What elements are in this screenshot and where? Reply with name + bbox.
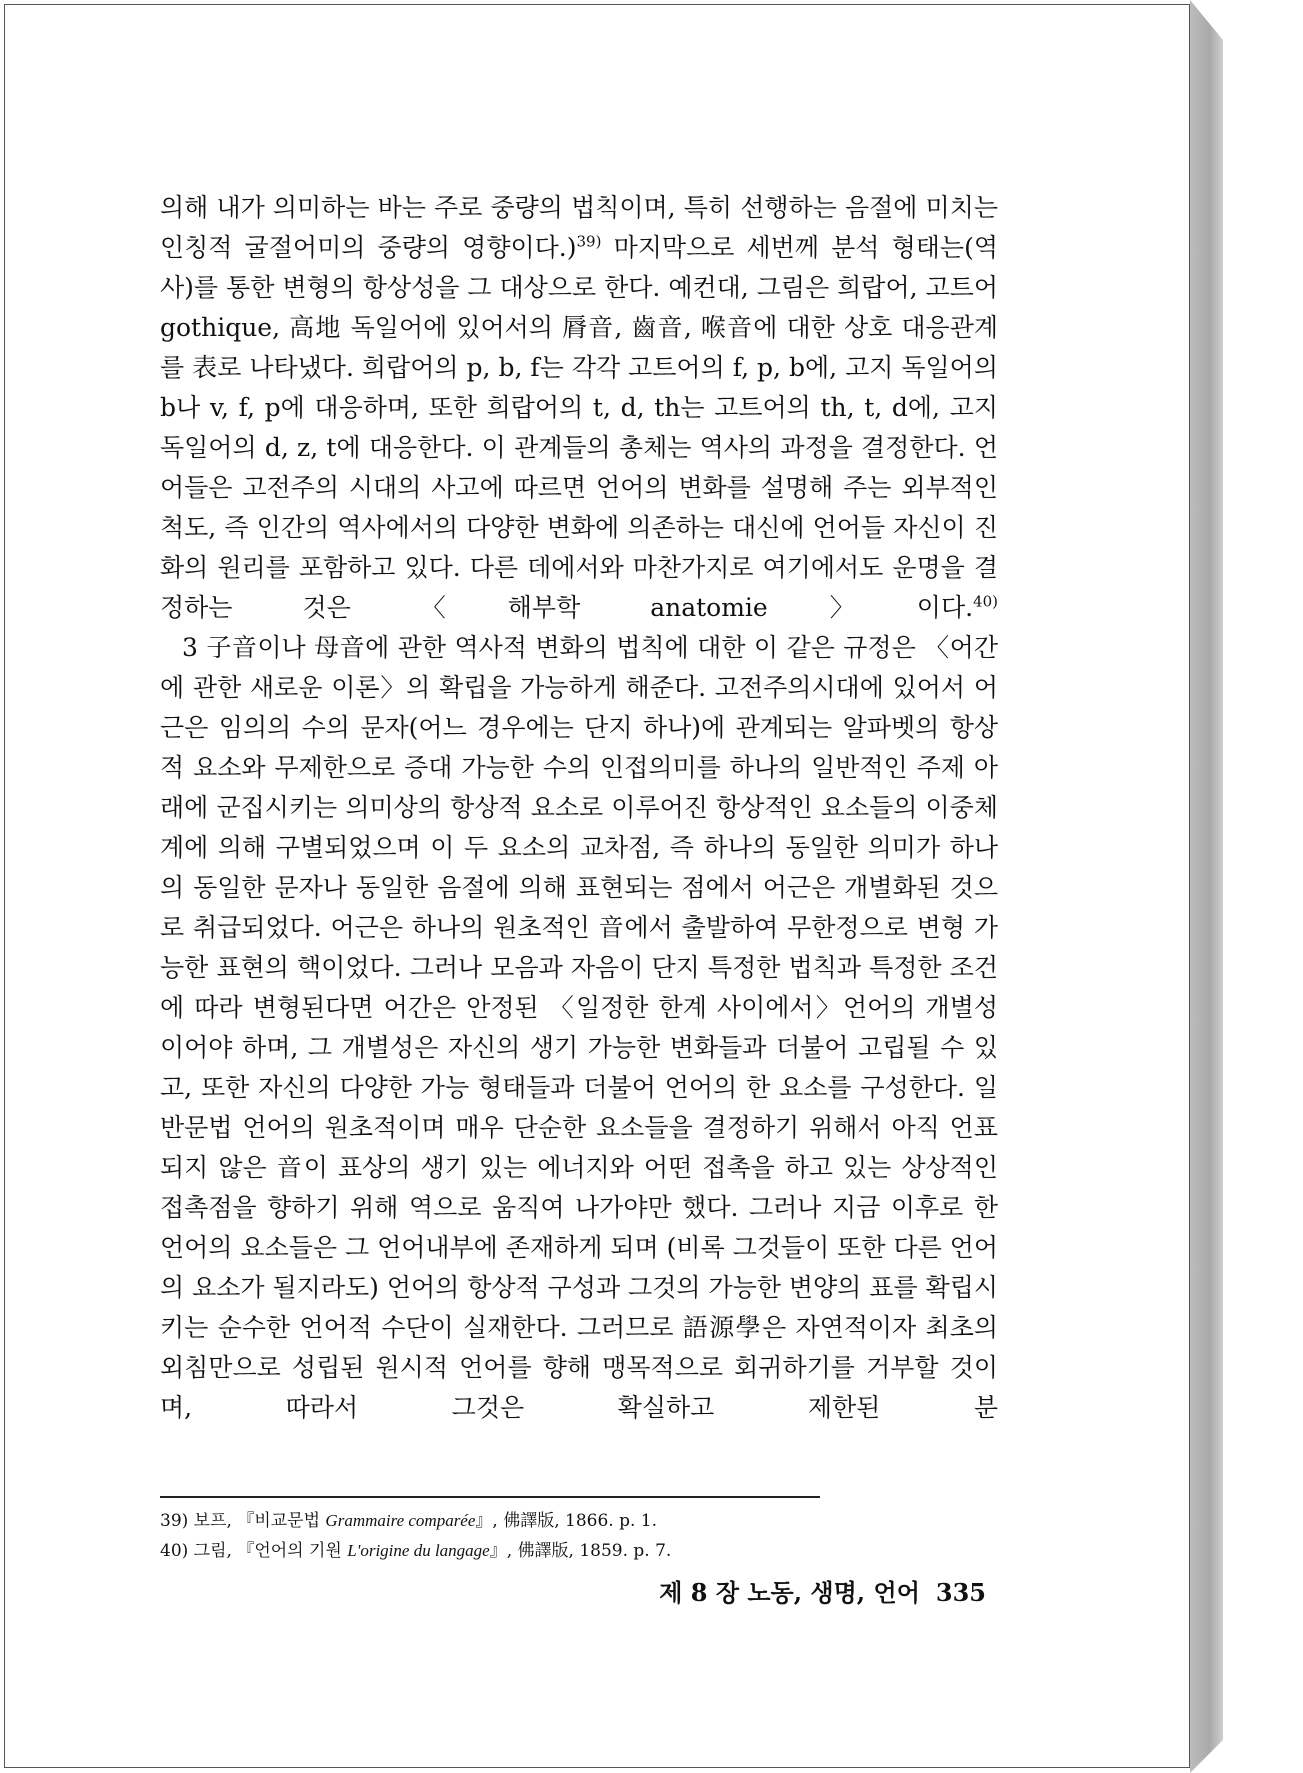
paragraph <box>160 628 998 1428</box>
footnotes <box>160 1496 820 1566</box>
paragraph-text: 의해 내가 의미하는 바는 주로 중량의 법칙이며, 특히 선행하는 음절에 미치는 인칭적 굴절어미의 중량의 영향이다.) <box>160 193 998 262</box>
footnote-ref-39: 39) <box>576 232 602 251</box>
chapter-title: 제 8 장 노동, 생명, 언어 <box>659 1578 920 1607</box>
main-text <box>160 188 998 1428</box>
paragraph-text: 3 子音이나 母音에 관한 역사적 변화의 법칙에 대한 이 같은 규정은 〈어간에 관한 새로운 이론〉의 확립을 가능하게 해준다. 고전주의시대에 있어서 어근은 임의의 수의 문자(어느 경우에는 단지 하나)에 관계되는 알파벳의 항상적 요소와 무제한으로 증대 가능한 수의 인접의미를 하나의 일반적인 주제 아래에 군집시키는 의미상의 항상적 요소로 이루어진 항상적인 요소들의 이중체계에 의해 구별되었으며 이 두 요소의 교차점, 즉 하나의 동일한 의미가 하나의 동일한 문자나 동일한 음절에 의해 표현되는 점에서 어근은 개별화된 것으로 취급되었다. 어근은 하나의 원초적인 音에서 출발하여 무한정으로 변형 가능한 표현의 핵이었다. 그러나 모음과 자음이 단지 특정한 법칙과 특정한 조건에 따라 변형된다면 어간은 안정된 〈일정한 한계 사이에서〉언어의 개별성이어야 하며, 그 개별성은 자신의 생기 가능한 변화들과 더불어 고립될 수 있고, 또한 자신의 다양한 가능 형태들과 더불어 언어의 한 요소를 구성한다. 일반문법 언어의 원초적이며 매우 단순한 요소들을 결정하기 위해서 아직 언표되지 않은 音이 표상의 생기 있는 에너지와 어떤 접촉을 하고 있는 상상적인 접촉점을 향하기 위해 역으로 움직여 나가야만 했다. 그러나 지금 이후로 한 언어의 요소들은 그 언어내부에 존재하게 되며 (비록 그것들이 또한 다른 언어의 요소가 될지라도) 언어의 항상적 구성과 그것의 가능한 변양의 표를 확립시키는 순수한 언어적 수단이 실재한다. 그러므로 語源學은 자연적이자 최초의 외침만으로 성립된 원시적 언어를 향해 맹목적으로 회귀하기를 거부할 것이며, 따라서 그것은 확실하고 제한된 분 <box>160 633 998 1422</box>
footnote-ref-40: 40) <box>973 592 998 611</box>
footnote-40: 40) 그림, 『언어의 기원 L'origine du langage』, 佛譯版, 1859. p. 7. <box>160 1541 672 1561</box>
page-number: 335 <box>935 1578 986 1607</box>
paragraph-text: 마지막으로 세번께 분석 형태는(역사)를 통한 변형의 항상성을 그 대상으로 한다. 예컨대, 그림은 희랍어, 고트어 gothique, 高地 독일어에 있어서의 脣音, 齒音, 喉音에 대한 상호 대응관계를 表로 나타냈다. 희랍어의 p, b, f는 각각 고트어의 f, p, b에, 고지 독일어의 b나 v, f, p에 대응하며, 또한 희랍어의 t, d, th는 고트어의 th, t, d에, 고지 독일어의 d, z, t에 대응한다. 이 관계들의 총체는 역사의 과정을 결정한다. 언어들은 고전주의 시대의 사고에 따르면 언어의 변화를 설명해 주는 외부적인 척도, 즉 인간의 역사에서의 다양한 변화에 의존하는 대신에 언어들 자신이 진화의 원리를 포함하고 있다. 다른 데에서와 마찬가지로 여기에서도 운명을 결정하는 것은 〈해부학 anatomie〉이다. <box>160 233 998 622</box>
page-edge-stack <box>1190 0 1223 1773</box>
footnote-39: 39) 보프, 『비교문법 Grammaire comparée』, 佛譯版, 1866. p. 1. <box>160 1511 658 1531</box>
paragraph <box>160 188 998 628</box>
running-footer <box>640 1573 986 1608</box>
